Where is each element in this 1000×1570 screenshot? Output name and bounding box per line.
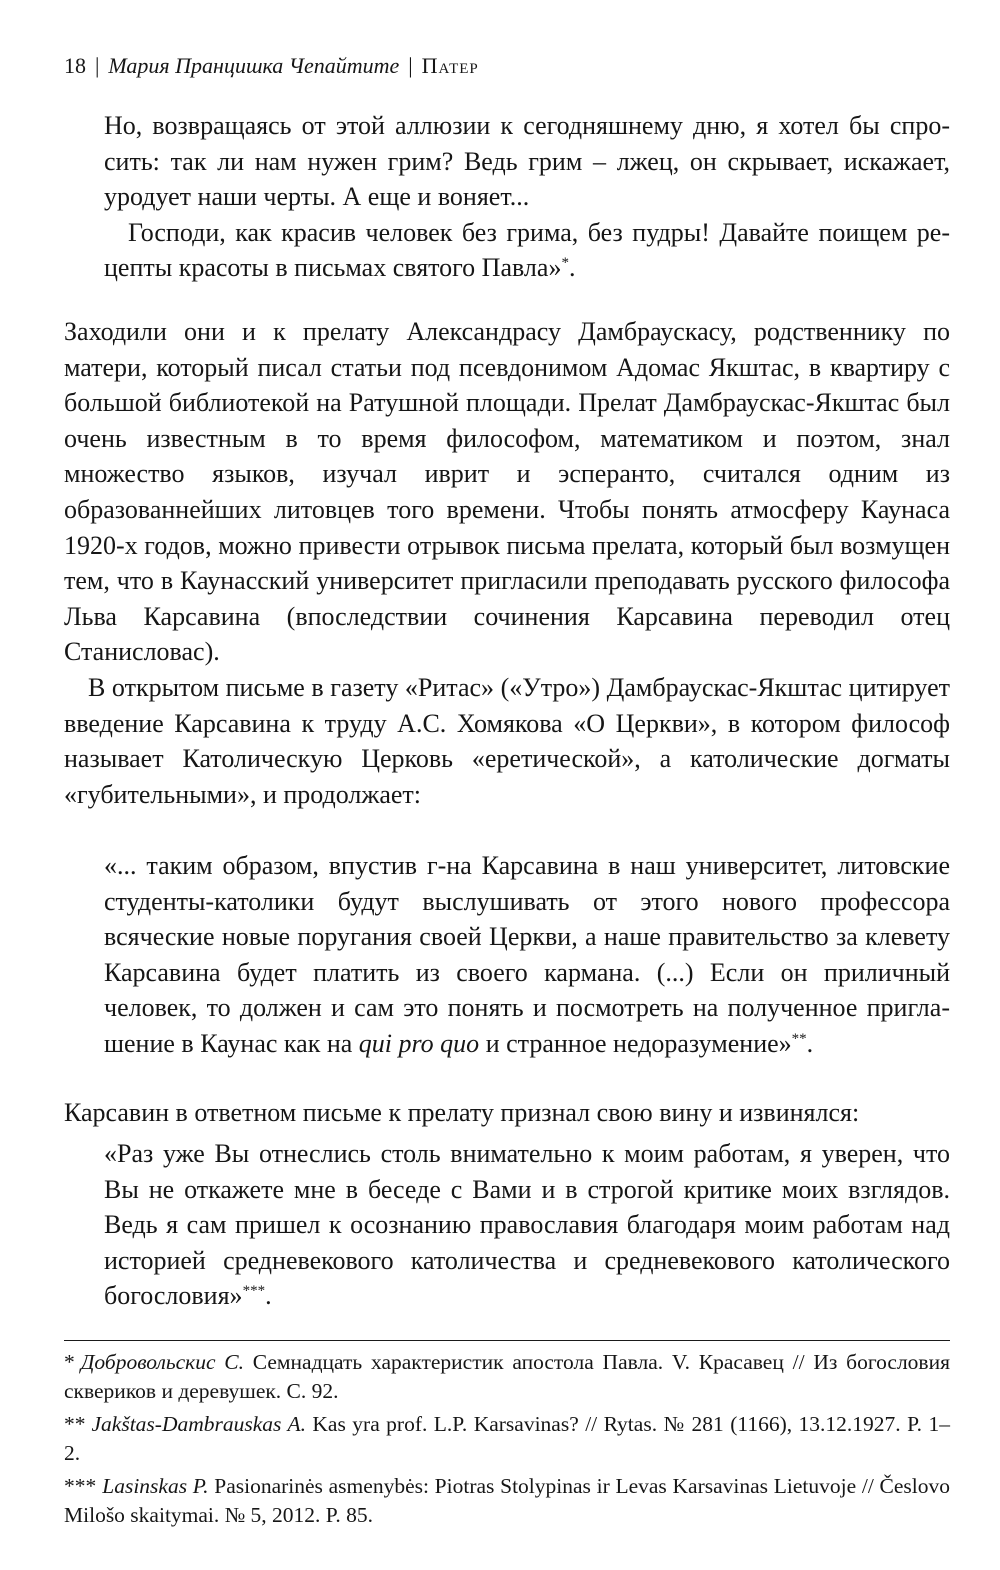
footnote-1 — [64, 1348, 950, 1405]
body-paragraph-3: Карсавин в ответном письме к прелату признал свою вину и извинялся: — [64, 1098, 860, 1127]
running-head — [64, 50, 944, 82]
footnote-ref-1: * — [561, 255, 569, 272]
quote-block-3 — [104, 1136, 950, 1314]
header-separator: | — [95, 53, 100, 78]
quote-block-1 — [104, 108, 950, 286]
quote-3-text: «Раз уже Вы отнеслись столь внимательно к моим работам, я уверен, что Вы не откажете мне в беседе с Вами и в строгой критике моих взглядов. Ведь я сам пришел к осознанию православия благодаря моим работам над историей средневекового католичества и средневекового католического богословия» — [104, 1139, 950, 1311]
footnote-1-author: Добровольскис С. — [80, 1350, 245, 1374]
header-author: Мария Пранцишка Чепайтите — [108, 53, 400, 78]
body-block-1 — [64, 314, 950, 812]
footnote-3-author: Lasinskas P. — [102, 1474, 209, 1498]
footnote-2 — [64, 1410, 950, 1467]
footnote-3 — [64, 1472, 950, 1529]
quote-2-end: . — [806, 1028, 814, 1058]
quote-2-paragraph — [104, 848, 950, 1062]
quote-3-paragraph — [104, 1136, 950, 1314]
quote-1-paragraph-2-text: Господи, как красив человек без грима, без пудры! Давайте поищем рецепты красоты в письмах святого Павла» — [104, 217, 950, 283]
header-separator: | — [408, 53, 413, 78]
footnote-3-text: Pasionarinės asmenybės: Piotras Stolypinas ir Levas Karsavinas Lietuvoje // Česlovo Milošo skaitymai. № 5, 2012. P. 85. — [64, 1474, 950, 1527]
quote-2-text-after: и странное недоразумение» — [479, 1028, 792, 1058]
quote-2-text-before: «... таким образом, впустив г-на Карсавина в наш университет, литовские студенты-католики будут выслушивать от этого нового профессора всяческие новые поругания своей Церкви, а наше правительство за клевету Карсавина будет платить из своего кармана. (...) Если он приличный человек, то должен и сам это понять и посмотреть на полученное приглашение в Каунас как на — [104, 851, 950, 1058]
quote-2-italic: qui pro quo — [358, 1028, 480, 1058]
body-paragraph-1: Заходили они и к прелату Александрасу Дамбраускасу, родственнику по матери, который писал статьи под псевдонимом Адомас Якштас, в квартиру с большой библиотекой на Ратушной площади. Прелат Дамбраускас-Якштас был очень известным в то время философом, математиком и поэтом, знал множество языков, изучал иврит и эсперанто, считался одним из образованнейших литовцев того времени. Чтобы понять атмосферу Каунаса 1920-х годов, можно привести отрывок письма прелата, который был возмущен тем, что в Каунасский университет пригласили преподавать русского философа Льва Карсавина (впоследствии сочинения Карсавина переводил отец Станисловас). — [64, 317, 950, 667]
body-paragraph-2: В открытом письме в газету «Ритас» («Утро») Дамбраускас-Якштас цитирует введение Карсавина к труду А.С. Хомякова «О Церкви», в котором философ называет Католическую Церковь «еретической», а католические догматы «губительными», и продолжает: — [64, 672, 950, 809]
footnote-1-mark: * — [64, 1350, 75, 1374]
footnote-ref-2: ** — [791, 1030, 807, 1047]
footnote-divider — [64, 1340, 950, 1341]
header-title: Патер — [421, 53, 479, 78]
quote-1-paragraph-1: Но, возвращаясь от этой аллюзии к сегодняшнему дню, я хотел бы спросить: так ли нам нужен грим? Ведь грим – лжец, он скрывает, искажает, уродует наши черты. А еще и воняет... — [104, 111, 950, 212]
page-number: 18 — [64, 53, 86, 78]
footnote-2-text: Kas yra prof. L.P. Karsavinas? // Rytas. № 281 (1166), 13.12.1927. P. 1–2. — [64, 1412, 950, 1465]
footnote-3-mark: *** — [64, 1474, 97, 1498]
quote-3-end: . — [265, 1281, 272, 1311]
footnote-2-author: Jakštas-Dambrauskas A. — [91, 1412, 306, 1436]
footnote-ref-3: *** — [242, 1283, 266, 1300]
footnotes — [64, 1348, 950, 1534]
quote-1-paragraph-2-end: . — [568, 253, 576, 283]
footnote-2-mark: ** — [64, 1412, 86, 1436]
quote-1-paragraph-2 — [104, 215, 950, 286]
quote-block-2 — [104, 848, 950, 1062]
footnote-1-text: Семнадцать характеристик апостола Павла. V. Красавец // Из богословия сквериков и деревушек. С. 92. — [64, 1350, 950, 1403]
body-block-2 — [64, 1095, 950, 1131]
